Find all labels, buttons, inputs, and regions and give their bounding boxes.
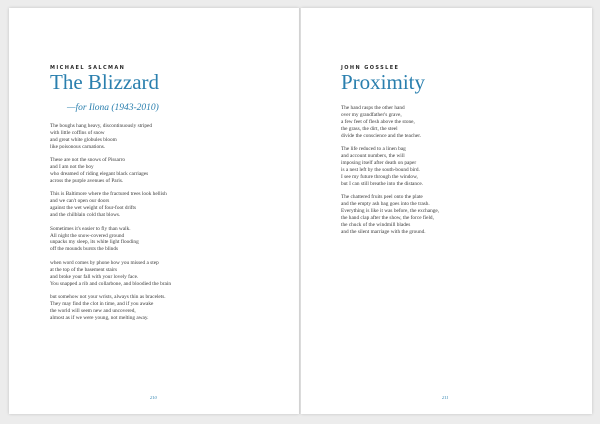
poem-line: like poisonous carnations. (50, 143, 106, 150)
stanza (341, 105, 439, 140)
stanza (341, 194, 439, 235)
author-name: MICHAEL SALCMAN (50, 65, 126, 71)
poem-title: Proximity (341, 70, 426, 94)
poem-line: unpacks my sleep, its white light flooding (50, 239, 139, 246)
poem-line: imposing itself after death on paper (341, 159, 417, 166)
poem-line: These are not the snows of Pissarro (50, 157, 126, 164)
poem-line: across the purple avenues of Paris. (50, 177, 124, 184)
poem-line: the world will seem new and uncovered, (50, 307, 136, 314)
poem-line: The chattered fruits peel onto the plate (341, 194, 423, 201)
author-name: JOHN GOSSLEE (341, 65, 400, 71)
poem-line: who dreamed of riding elegant black carriages (50, 171, 149, 178)
left-page (9, 8, 299, 414)
poem-line: The life reduced to a linen bag (341, 146, 406, 153)
poem-line: over my grandfather's grave, (341, 111, 402, 118)
poem-body (50, 123, 171, 328)
stanza (50, 123, 171, 151)
poem-line: and the chilblain cold that blows. (50, 212, 121, 219)
poem-title: The Blizzard (50, 70, 160, 94)
poem-line: the grass, the dirt, the steel (341, 125, 398, 132)
stanza (50, 191, 171, 219)
poem-line: against the wet weight of four-foot drifts (50, 205, 137, 212)
stanza (50, 294, 171, 322)
poem-line: but I can still breathe into the distance. (341, 180, 424, 187)
page-number: 211 (442, 395, 449, 400)
poem-line: and the empty ash bag goes into the trash. (341, 201, 430, 208)
page-number: 210 (150, 395, 157, 400)
poem-line: You snapped a rib and collarbone, and bloodied the brain (50, 280, 171, 287)
stanza (50, 260, 171, 288)
poem-line: and we can't open our doors (50, 198, 110, 205)
poem-line: and the silent marriage with the ground. (341, 228, 426, 235)
poem-line: Sometimes it's easier to fly than walk. (50, 225, 131, 232)
poem-line: at the top of the basement stairs (50, 266, 118, 273)
poem-line: the hand clap after the show, the force field, (341, 214, 434, 221)
poem-line: is a nest left by the south-bound bird. (341, 166, 420, 173)
poem-line: almost as if we were young, not melting away. (50, 314, 149, 321)
poem-line: with little coffins of snow (50, 129, 105, 136)
poem-body (341, 105, 439, 242)
stanza (50, 157, 171, 185)
poem-line: the chuck of the windmill blades (341, 221, 411, 228)
poem-line: They may find the clot in time, and if you awake (50, 301, 154, 307)
poem-line: and broke your fall with your lovely face. (50, 273, 139, 280)
stanza (341, 146, 439, 187)
poem-line: and great white globules bloom (50, 136, 117, 143)
poem-line: off the mounds bursts the blinds (50, 246, 119, 253)
poem-line: I see my future through the window, (341, 173, 418, 180)
poem-line: Everything is like it was before, the exchange, (341, 207, 440, 214)
poem-line: when word comes by phone how you missed a step (50, 259, 159, 266)
poem-line: The hand rasps the other hand (341, 105, 405, 111)
dedication: —for Ilona (1943-2010) (67, 103, 159, 113)
poem-line: a few feet of flesh above the stone, (341, 118, 415, 125)
right-page (301, 8, 592, 414)
poem-line: This is Baltimore where the fractured trees look hellish (50, 191, 167, 198)
stanza (50, 226, 171, 254)
poem-line: and I am not the boy (50, 164, 94, 171)
poem-line: The boughs hang heavy, discontinuously striped (50, 123, 153, 129)
poem-line: All night the snow-covered ground (50, 232, 125, 239)
poem-line: and account numbers, the will (341, 153, 405, 160)
poem-line: divide the conscience and the teacher. (341, 132, 422, 139)
poem-line: but somehow not your wrists, always thin as bracelets. (50, 294, 166, 301)
